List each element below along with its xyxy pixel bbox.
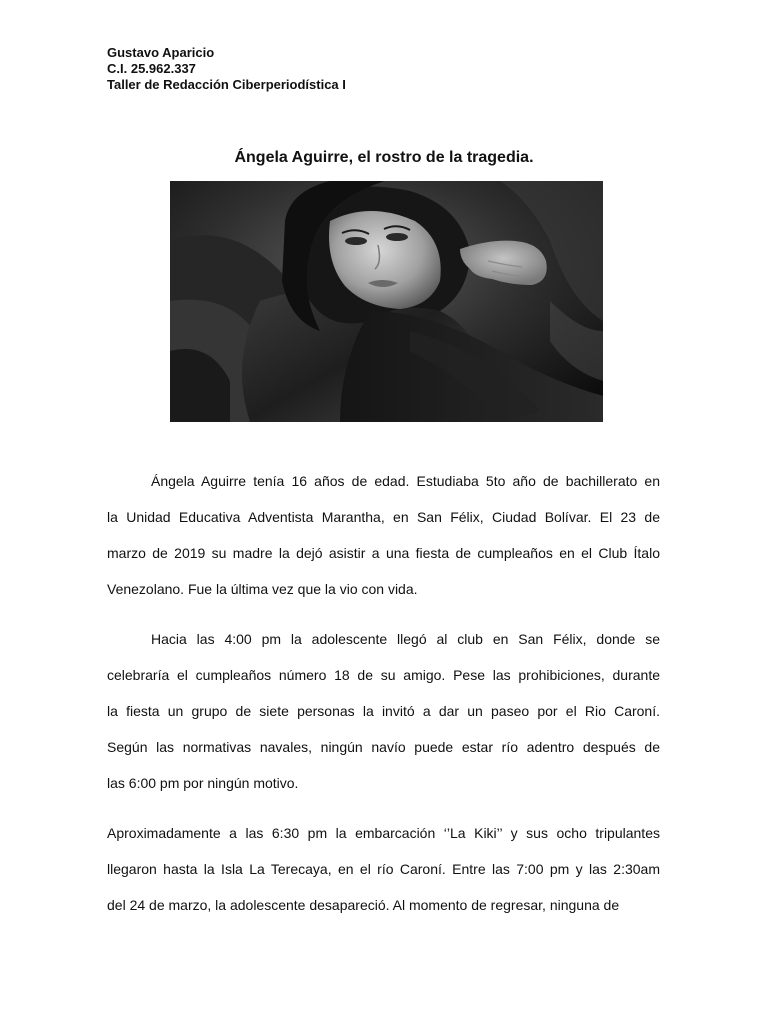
- article-paragraph: [107, 815, 660, 923]
- course-name: Taller de Redacción Ciberperiodística I: [107, 77, 346, 92]
- paragraph-line: la Unidad Educativa Adventista Marantha, en San Félix, Ciudad Bolívar. El 23 de: [107, 509, 660, 525]
- paragraph-line: marzo de 2019 su madre la dejó asistir a una fiesta de cumpleaños en el Club Ítalo: [107, 545, 660, 561]
- paragraph-line: Venezolano. Fue la última vez que la vio con vida.: [107, 581, 418, 597]
- paragraph-line: las 6:00 pm por ningún motivo.: [107, 775, 299, 791]
- paragraph-line: Ángela Aguirre tenía 16 años de edad. Estudiaba 5to año de bachillerato en: [151, 473, 660, 489]
- article-title: Ángela Aguirre, el rostro de la tragedia.: [234, 149, 534, 166]
- article-photo: [170, 181, 603, 422]
- paragraph-line: llegaron hasta la Isla La Terecaya, en el río Caroní. Entre las 7:00 pm y las 2:30am: [107, 861, 660, 877]
- paragraph-line: Aproximadamente a las 6:30 pm la embarcación ‘’La Kiki’’ y sus ocho tripulantes: [107, 825, 660, 841]
- document-header: [107, 45, 346, 93]
- author-id: C.I. 25.962.337: [107, 61, 196, 76]
- article-paragraph: [107, 463, 660, 607]
- paragraph-line: del 24 de marzo, la adolescente desapareció. Al momento de regresar, ninguna de: [107, 897, 620, 913]
- paragraph-line: Según las normativas navales, ningún navío puede estar río adentro después de: [107, 739, 660, 755]
- article-paragraph: [107, 621, 660, 801]
- paragraph-line: Hacia las 4:00 pm la adolescente llegó al club en San Félix, donde se: [151, 631, 660, 647]
- author-name: Gustavo Aparicio: [107, 45, 215, 60]
- paragraph-line: la fiesta un grupo de siete personas la invitó a dar un paseo por el Rio Caroní.: [107, 703, 660, 719]
- paragraph-line: celebraría el cumpleaños número 18 de su amigo. Pese las prohibiciones, durante: [107, 667, 660, 683]
- article-body: [107, 463, 660, 937]
